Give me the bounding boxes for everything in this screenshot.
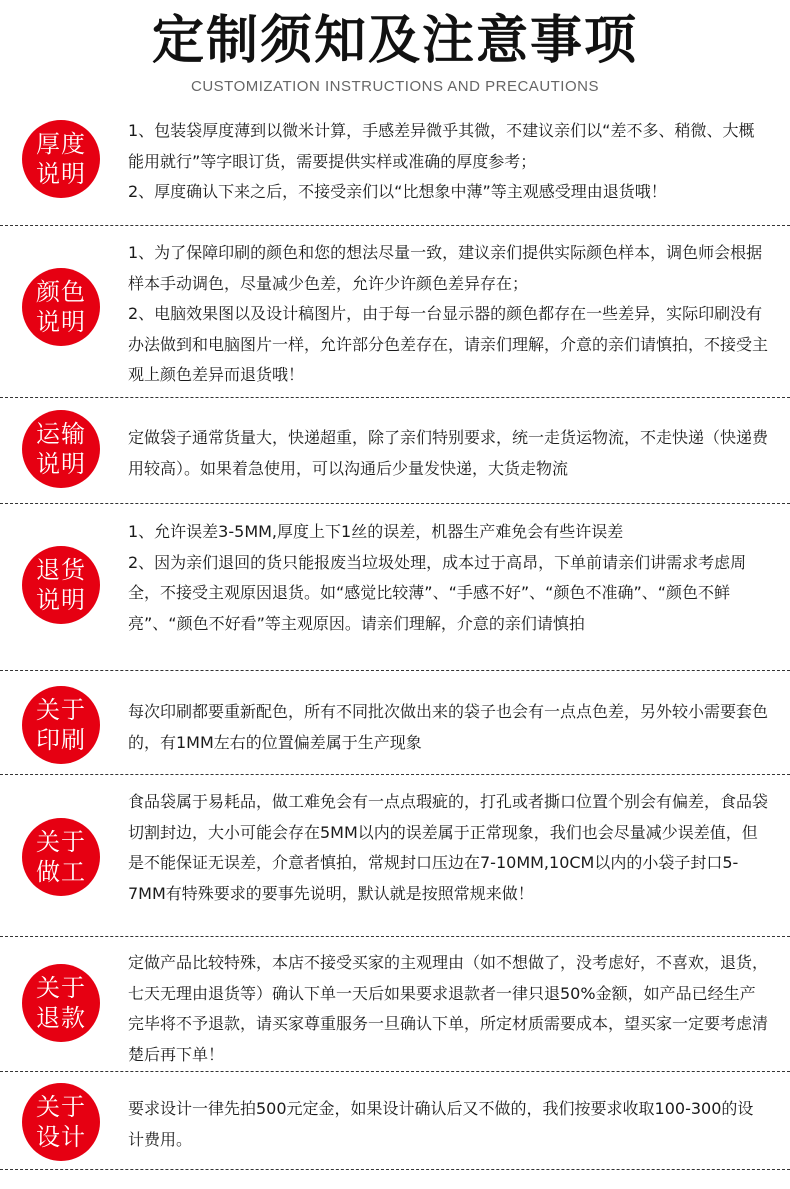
workmanship-badge xyxy=(22,818,100,896)
badge-line-1: 运输 xyxy=(36,420,86,448)
badge-line-1: 关于 xyxy=(36,974,86,1002)
paragraph: 1、为了保障印刷的颜色和您的想法尽量一致，建议亲们提供实际颜色样本，调色师会根据样本手动调色，尽量减少色差，允许少许颜色差异存在； xyxy=(128,243,763,293)
shipping-text xyxy=(128,423,768,484)
printing-badge xyxy=(22,686,100,764)
shipping-badge xyxy=(22,410,100,488)
paragraph: 定做产品比较特殊，本店不接受买家的主观理由（如不想做了，没考虑好，不喜欢，退货，七天无理由退货等）确认下单一天后如果要求退款者一律只退50%金额，如产品已经生产完毕将不予退款，请买家尊重服务一旦确认下单，所定材质需要成本，望买家一定要考虑清楚后再下单！ xyxy=(128,953,769,1064)
section-divider xyxy=(0,1169,790,1170)
badge-line-2: 做工 xyxy=(36,858,86,886)
refund-badge xyxy=(22,964,100,1042)
paragraph: 食品袋属于易耗品，做工难免会有一点点瑕疵的，打孔或者撕口位置个别会有偏差，食品袋切割封边，大小可能会存在5MM以内的误差属于正常现象，我们也会尽量减少误差值，但是不能保证无误差，介意者慎拍，常规封口压边在7-10MM,10CM以内的小袋子封口5-7MM有特殊要求的要事先说明，默认就是按照常规来做！ xyxy=(128,792,769,903)
badge-line-1: 厚度 xyxy=(36,130,86,158)
section-divider xyxy=(0,774,790,775)
color-text xyxy=(128,238,768,391)
design-badge xyxy=(22,1083,100,1161)
paragraph: 2、厚度确认下来之后，不接受亲们以“比想象中薄”等主观感受理由退货哦！ xyxy=(128,182,667,201)
badge-line-2: 设计 xyxy=(36,1123,86,1151)
paragraph: 1、包装袋厚度薄到以微米计算，手感差异微乎其微，不建议亲们以“差不多、稍微、大概能用就行”等字眼订货，需要提供实样或准确的厚度参考； xyxy=(128,121,755,171)
section-divider xyxy=(0,225,790,226)
badge-line-1: 关于 xyxy=(36,696,86,724)
badge-line-2: 印刷 xyxy=(36,726,86,754)
thickness-text xyxy=(128,116,768,208)
section-divider xyxy=(0,503,790,504)
refund-text xyxy=(128,948,768,1070)
badge-line-1: 退货 xyxy=(36,556,86,584)
paragraph: 2、电脑效果图以及设计稿图片，由于每一台显示器的颜色都存在一些差异，实际印刷没有办法做到和电脑图片一样，允许部分色差存在，请亲们理解，介意的亲们请慎拍，不接受主观上颜色差异而退货哦！ xyxy=(128,304,769,384)
section-divider xyxy=(0,670,790,671)
design-text xyxy=(128,1094,768,1155)
badge-line-2: 说明 xyxy=(36,308,86,336)
badge-line-2: 退款 xyxy=(36,1004,86,1032)
badge-line-1: 关于 xyxy=(36,1093,86,1121)
paragraph: 定做袋子通常货量大，快递超重，除了亲们特别要求，统一走货运物流，不走快递（快递费用较高）。如果着急使用，可以沟通后少量发快递，大货走物流 xyxy=(128,428,769,478)
section-divider xyxy=(0,397,790,398)
returns-text xyxy=(128,517,768,639)
workmanship-text xyxy=(128,787,768,909)
paragraph: 2、因为亲们退回的货只能报废当垃圾处理，成本过于高昂，下单前请亲们讲需求考虑周全，不接受主观原因退货。如“感觉比较薄”、“手感不好”、“颜色不准确”、“颜色不鲜亮”、“颜色不好看”等主观原因。请亲们理解，介意的亲们请慎拍 xyxy=(128,552,747,633)
section-divider xyxy=(0,1071,790,1072)
badge-line-1: 颜色 xyxy=(36,278,86,306)
paragraph: 每次印刷都要重新配色，所有不同批次做出来的袋子也会有一点点色差，另外较小需要套色的，有1MM左右的位置偏差属于生产现象 xyxy=(128,702,769,752)
badge-line-2: 说明 xyxy=(36,160,86,188)
page-subtitle: CUSTOMIZATION INSTRUCTIONS AND PRECAUTIONS xyxy=(191,78,599,95)
thickness-badge xyxy=(22,120,100,198)
page-title: 定制须知及注意事项 xyxy=(151,11,638,71)
badge-line-2: 说明 xyxy=(36,586,86,614)
returns-badge xyxy=(22,546,100,624)
section-divider xyxy=(0,936,790,937)
paragraph: 1、允许误差3-5MM,厚度上下1丝的误差，机器生产难免会有些许误差 xyxy=(128,522,624,541)
printing-text xyxy=(128,697,768,758)
badge-line-2: 说明 xyxy=(36,450,86,478)
paragraph: 要求设计一律先拍500元定金，如果设计确认后又不做的，我们按要求收取100-300的设计费用。 xyxy=(128,1099,754,1149)
badge-line-1: 关于 xyxy=(36,828,86,856)
color-badge xyxy=(22,268,100,346)
